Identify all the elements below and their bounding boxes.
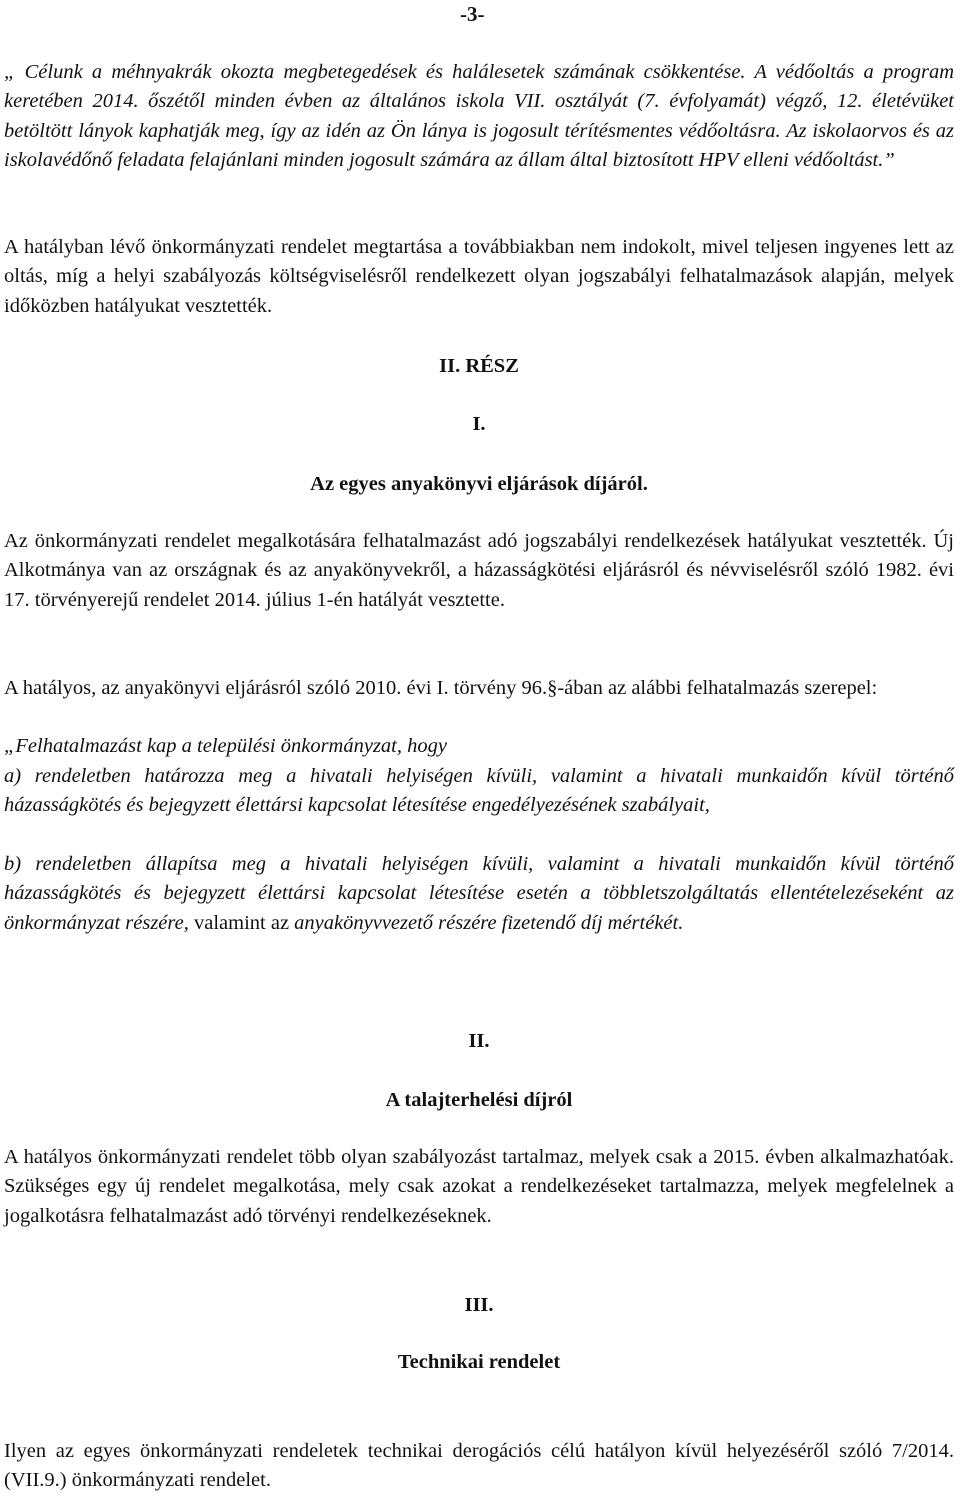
section-1-paragraph-a: Az önkormányzati rendelet megalkotására felhatalmazást adó jogszabályi rendelkezések hatályukat vesztették. Új Alkotmánya van az országnak és az anyakönyvekről, a házasságkötési eljárásról és névviselésről szóló 1982. évi 17. törvényerejű rendelet 2014. július 1-én hatályát vesztette. xyxy=(4,530,954,611)
page-number: -3- xyxy=(460,2,485,26)
section-1-quote-a: a) rendeletben határozza meg a hivatali helyiségen kívüli, valamint a hivatali munkaidőn kívül történő házasságkötés és bejegyzett élettársi kapcsolat létesítése engedélyezésének szabályait, xyxy=(4,765,954,817)
hpv-quote-paragraph: „ Célunk a méhnyakrák okozta megbetegedések és halálesetek számának csökkentése. A védőoltás a program keretében 2014. őszétől minden évben az általános iskola VII. osztályát (7. évfolyamát) végző, 12. életévüket betöltött lányok kaphatják meg, így az idén az Ön lánya is jogosult térítésmentes védőoltásra. Az iskolaorvos és az iskolavédőnő feladata felajánlani minden jogosult számára az állam által biztosított HPV elleni védőoltást.” xyxy=(4,61,954,171)
section-1-quote-intro: „Felhatalmazást kap a települési önkormányzat, hogy xyxy=(4,735,447,757)
section-1-quote-b-italic: b) rendeletben állapítsa meg a hivatali helyiségen kívüli, valamint a hivatali munkaidőn kívül történő házasságkötés és bejegyzett élettársi kapcsolat létesítése esetén a többletszolgáltatás ellentételezéseként az önkormányzat részére, xyxy=(4,853,954,934)
section-1-quote-b-end: anyakönyvvezető részére fizetendő díj mértékét. xyxy=(294,911,684,934)
section-3-number: III. xyxy=(464,1294,494,1316)
regulation-paragraph: A hatályban lévő önkormányzati rendelet megtartása a továbbiakban nem indokolt, mivel teljesen ingyenes lett az oltás, míg a helyi szabályozás költségviselésről rendelkezett olyan jogszabályi felhatalmazások alapján, melyek időközben hatályukat vesztették. xyxy=(4,236,954,317)
section-2-number: II. xyxy=(468,1030,490,1052)
part-heading: II. RÉSZ xyxy=(439,355,519,377)
section-1-number: I. xyxy=(472,413,486,435)
section-1-quote-b-plain: valamint az xyxy=(188,911,295,934)
section-3-title: Technikai rendelet xyxy=(397,1351,561,1373)
section-2-title: A talajterhelési díjról xyxy=(385,1089,573,1111)
section-1-paragraph-b: A hatályos, az anyakönyvi eljárásról szóló 2010. évi I. törvény 96.§-ában az alábbi felhatalmazás szerepel: xyxy=(4,677,878,699)
section-1-quote-b xyxy=(4,850,954,938)
section-1-title: Az egyes anyakönyvi eljárások díjáról. xyxy=(310,473,648,495)
section-3-paragraph: Ilyen az egyes önkormányzati rendeletek technikai derogációs célú hatályon kívül helyezéséről szóló 7/2014.(VII.9.) önkormányzati rendelet. xyxy=(4,1440,954,1492)
section-2-paragraph: A hatályos önkormányzati rendelet több olyan szabályozást tartalmaz, melyek csak a 2015. évben alkalmazhatóak. Szükséges egy új rendelet megalkotása, mely csak azokat a rendelkezéseket tartalmazza, melyek megfelelnek a jogalkotásra felhatalmazást adó törvényi rendelkezéseknek. xyxy=(4,1146,954,1227)
